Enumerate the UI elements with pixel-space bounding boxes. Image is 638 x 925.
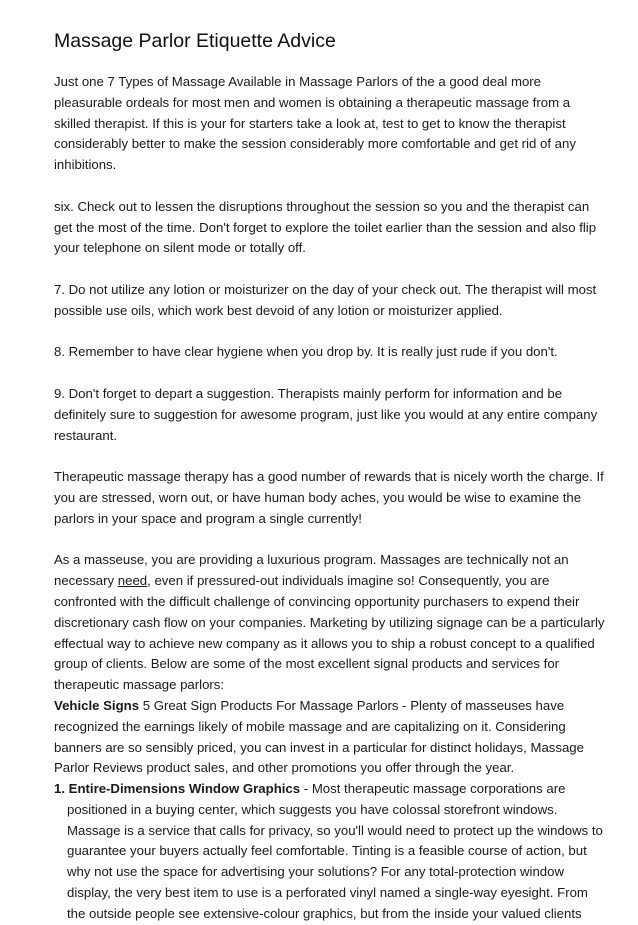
tip-nine-paragraph: 9. Don't forget to depart a suggestion. Therapists mainly perform for information and be definitely sure to suggestion for awesome program, just like you would at any entire company restaurant.: [54, 385, 598, 443]
tip-seven-paragraph: 7. Do not utilize any lotion or moisturizer on the day of your check out. The therapist will most possible use oils, which work best devoid of any lotion or moisturizer applied.: [54, 281, 597, 318]
window-graphics-heading: 1. Entire-Dimensions Window Graphics: [54, 781, 301, 797]
masseuse-paragraph: [54, 550, 606, 696]
masseuse-text-before: As a masseuse, you are providing a luxurious program. Massages are technically not an necessary: [54, 552, 569, 589]
vehicle-signs-paragraph: [54, 696, 606, 779]
window-graphics-text: - Most therapeutic massage corporations are positioned in a buying center, which suggests you have colossal storefront windows. Massage is a service that calls for privacy, so you'll would need to protect up the windows to guarantee your buyers actually feel comfortable. Tinting is a feasible course of action, but why not use the space for advertising your solutions? For any total-protection window display, the very best item to use is a perforated vinyl named a single-way eyesight. From the outside people see extensive-colour graphics, but from the inside your valued clients: [67, 781, 603, 921]
benefits-paragraph: Therapeutic massage therapy has a good number of rewards that is nicely worth the charge. If you are stressed, worn out, or have human body aches, you would be wise to examine the parlors in your space and program a single currently!: [54, 469, 604, 526]
vehicle-signs-heading: Vehicle Signs: [54, 697, 140, 713]
vehicle-signs-text: 5 Great Sign Products For Massage Parlors - Plenty of masseuses have recognized the earnings likely of mobile massage and are capitalizing on it. Considering banners are so sensibly priced, you can invest in a particular for distinct holidays, Massage Parlor Reviews product sales, and other promotions you offer through the year.: [54, 697, 584, 776]
tip-eight-paragraph: 8. Remember to have clear hygiene when you drop by. It is really just rude if you don't.: [54, 344, 558, 360]
document-page: [54, 26, 606, 925]
page-title: Massage Parlor Etiquette Advice: [54, 30, 336, 52]
masseuse-text-after: , even if pressured-out individuals imagine so! Consequently, you are confronted with the difficult challenge of convincing opportunity purchasers to expend their discretionary cash flow on your companies. Marketing by utilizing signage can be a particularly effectual way to achieve new company as it allows you to ship a robust concept to a qualified group of clients. Below are some of the most excellent signal products and services for therapeutic massage parlors:: [54, 573, 605, 693]
tip-six-paragraph: six. Check out to lessen the disruptions throughout the session so you and the therapist can get the most of the time. Don't forget to explore the toilet earlier than the session and also flip your telephone on silent mode or totally off.: [54, 198, 597, 256]
need-link[interactable]: need: [117, 573, 148, 589]
intro-paragraph: Just one 7 Types of Massage Available in Massage Parlors of the a good deal more pleasurable ordeals for most men and women is obtaining a therapeutic massage from a skilled therapist. If this is your for starters take a look at, test to get to know the therapist considerably better to make the session considerably more comfortable and get rid of any inhibitions.: [54, 74, 576, 173]
